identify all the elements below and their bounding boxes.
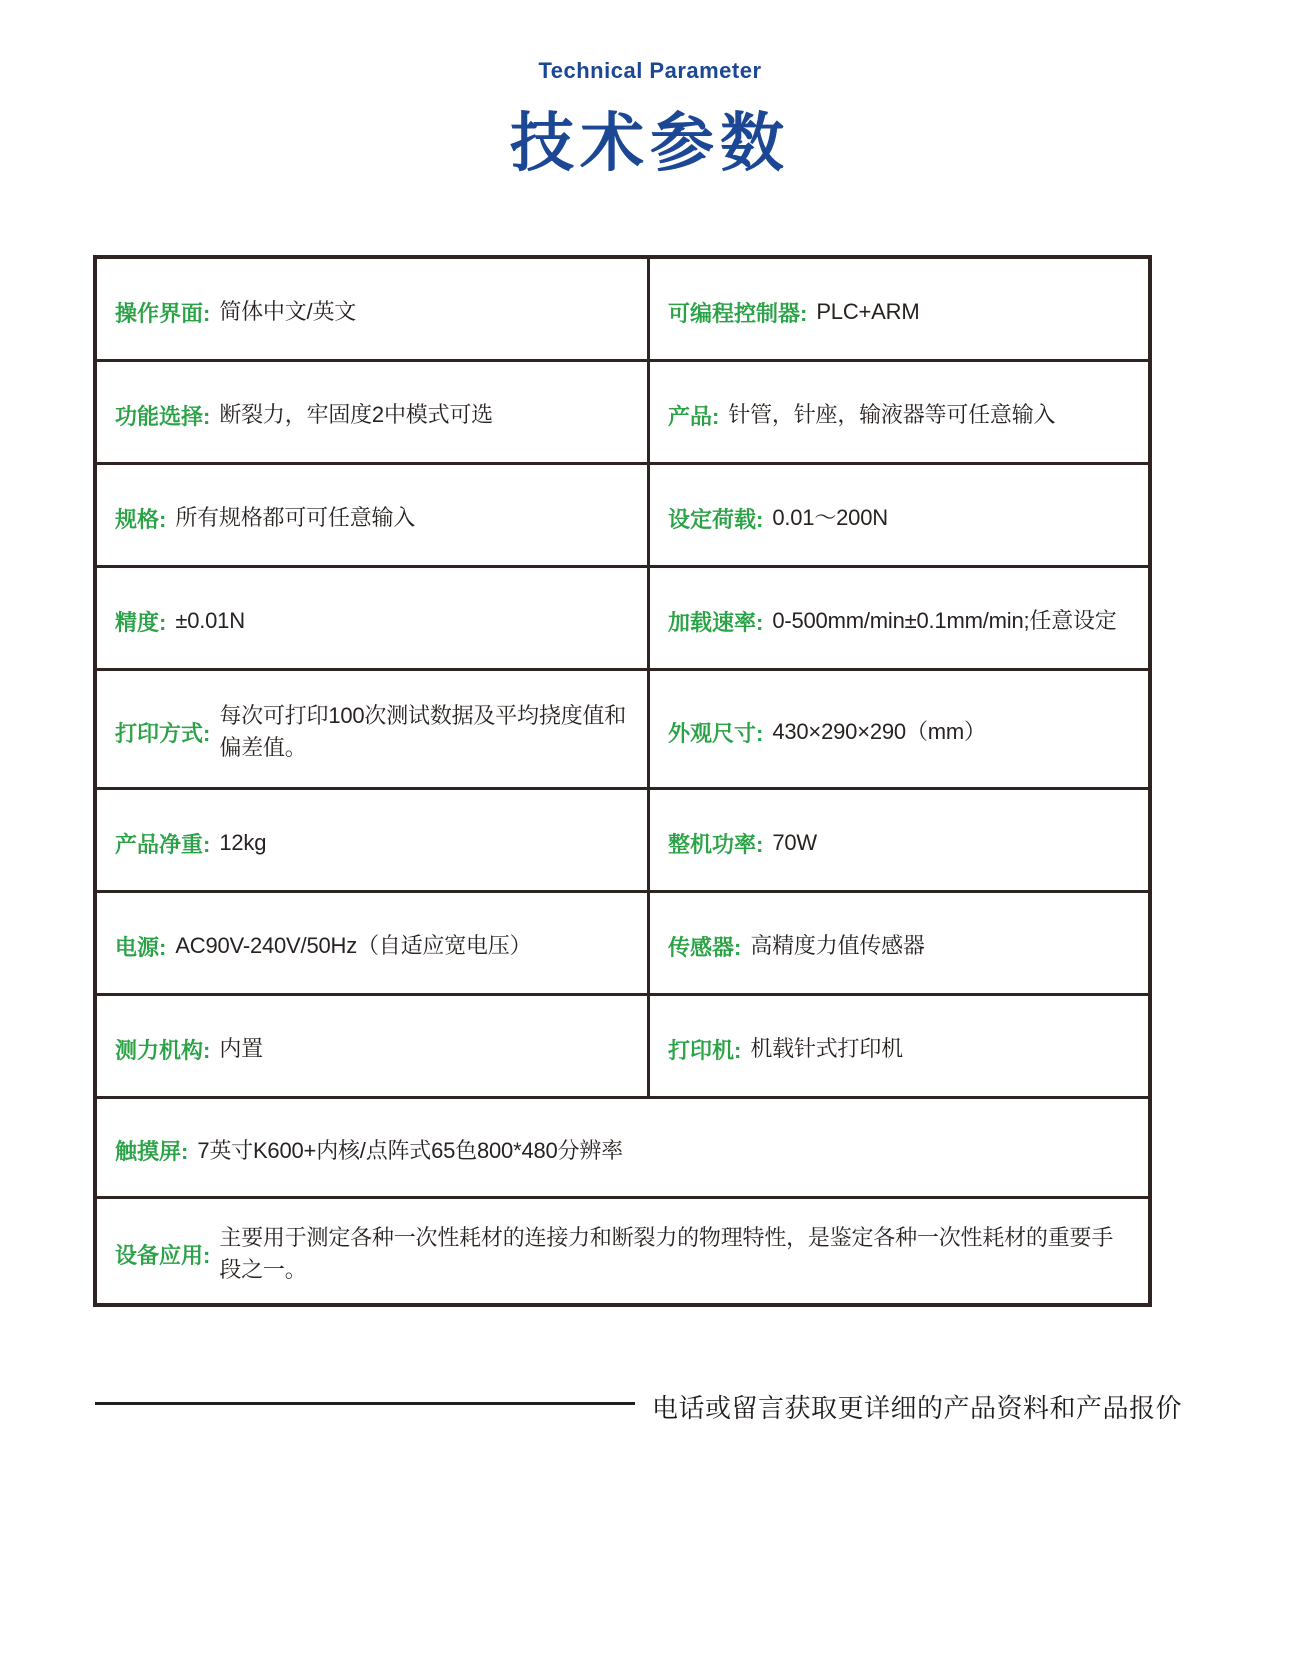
- spec-value: 针管，针座，输液器等可任意输入: [728, 402, 1056, 428]
- table-row: [97, 790, 1148, 893]
- table-row: [97, 465, 1148, 568]
- spec-label: 设备应用:: [115, 1242, 211, 1268]
- spec-value: 430×290×290（mm）: [772, 719, 986, 745]
- spec-value: ±0.01N: [175, 608, 245, 634]
- page-subtitle-english: Technical Parameter: [538, 58, 762, 83]
- spec-value: 高精度力值传感器: [750, 933, 925, 959]
- spec-label: 精度:: [115, 609, 167, 635]
- spec-label: 打印机:: [668, 1037, 742, 1063]
- spec-cell-specification: [97, 465, 647, 565]
- spec-cell-power-supply: [97, 893, 647, 993]
- spec-label: 产品:: [668, 403, 720, 429]
- spec-cell-printing-method: [97, 671, 647, 787]
- spec-value: 内置: [219, 1036, 263, 1062]
- table-row: [97, 671, 1148, 790]
- spec-label: 外观尺寸:: [668, 720, 764, 746]
- spec-label: 功能选择:: [115, 403, 211, 429]
- spec-cell-product: [647, 362, 1148, 462]
- table-row: [97, 259, 1148, 362]
- footer-divider-line: [95, 1402, 635, 1405]
- spec-label: 可编程控制器:: [668, 300, 808, 326]
- spec-value: PLC+ARM: [816, 299, 920, 325]
- spec-label: 设定荷载:: [668, 506, 764, 532]
- spec-value: AC90V-240V/50Hz（自适应宽电压）: [175, 933, 532, 959]
- spec-label: 产品净重:: [115, 831, 211, 857]
- footer-note: 电话或留言获取更详细的产品资料和产品报价: [652, 1393, 1183, 1423]
- spec-value: 每次可打印100次测试数据及平均挠度值和偏差值。: [219, 703, 627, 760]
- spec-label: 规格:: [115, 506, 167, 532]
- spec-value: 机载针式打印机: [750, 1036, 903, 1062]
- spec-value: 所有规格都可可任意输入: [175, 505, 416, 531]
- spec-cell-touch-screen: [97, 1099, 1148, 1196]
- spec-cell-total-power: [647, 790, 1148, 890]
- spec-table: [93, 255, 1152, 1307]
- spec-cell-programmable-controller: [647, 259, 1148, 359]
- spec-cell-net-weight: [97, 790, 647, 890]
- spec-cell-function-selection: [97, 362, 647, 462]
- spec-cell-equipment-application: [97, 1199, 1148, 1303]
- spec-cell-dimensions: [647, 671, 1148, 787]
- page-title: 技术参数: [510, 107, 790, 179]
- spec-label: 操作界面:: [115, 300, 211, 326]
- spec-cell-set-load: [647, 465, 1148, 565]
- spec-cell-operation-interface: [97, 259, 647, 359]
- spec-value: 0.01～200N: [772, 505, 888, 531]
- table-row: [97, 568, 1148, 671]
- table-row: [97, 996, 1148, 1099]
- spec-label: 触摸屏:: [115, 1139, 189, 1164]
- spec-label: 测力机构:: [115, 1037, 211, 1063]
- spec-label: 加载速率:: [668, 609, 764, 635]
- table-row-full: [97, 1199, 1148, 1303]
- spec-cell-loading-rate: [647, 568, 1148, 668]
- table-row: [97, 362, 1148, 465]
- spec-value: 简体中文/英文: [219, 299, 357, 325]
- spec-value: 0-500mm/min±0.1mm/min;任意设定: [772, 608, 1117, 634]
- spec-value: 70W: [772, 830, 817, 856]
- spec-label: 传感器:: [668, 934, 742, 960]
- spec-label: 整机功率:: [668, 831, 764, 857]
- spec-cell-accuracy: [97, 568, 647, 668]
- spec-cell-printer: [647, 996, 1148, 1096]
- spec-cell-sensor: [647, 893, 1148, 993]
- spec-value: 12kg: [219, 830, 267, 856]
- spec-value: 断裂力，牢固度2中模式可选: [219, 402, 493, 428]
- spec-value: 主要用于测定各种一次性耗材的连接力和断裂力的物理特性，是鉴定各种一次性耗材的重要手段之一。: [219, 1225, 1114, 1282]
- spec-label: 打印方式:: [115, 720, 211, 746]
- spec-label: 电源:: [115, 934, 167, 960]
- spec-cell-force-mechanism: [97, 996, 647, 1096]
- spec-value: 7英寸K600+内核/点阵式65色800*480分辨率: [197, 1137, 623, 1163]
- table-row: [97, 893, 1148, 996]
- table-row-full: [97, 1099, 1148, 1199]
